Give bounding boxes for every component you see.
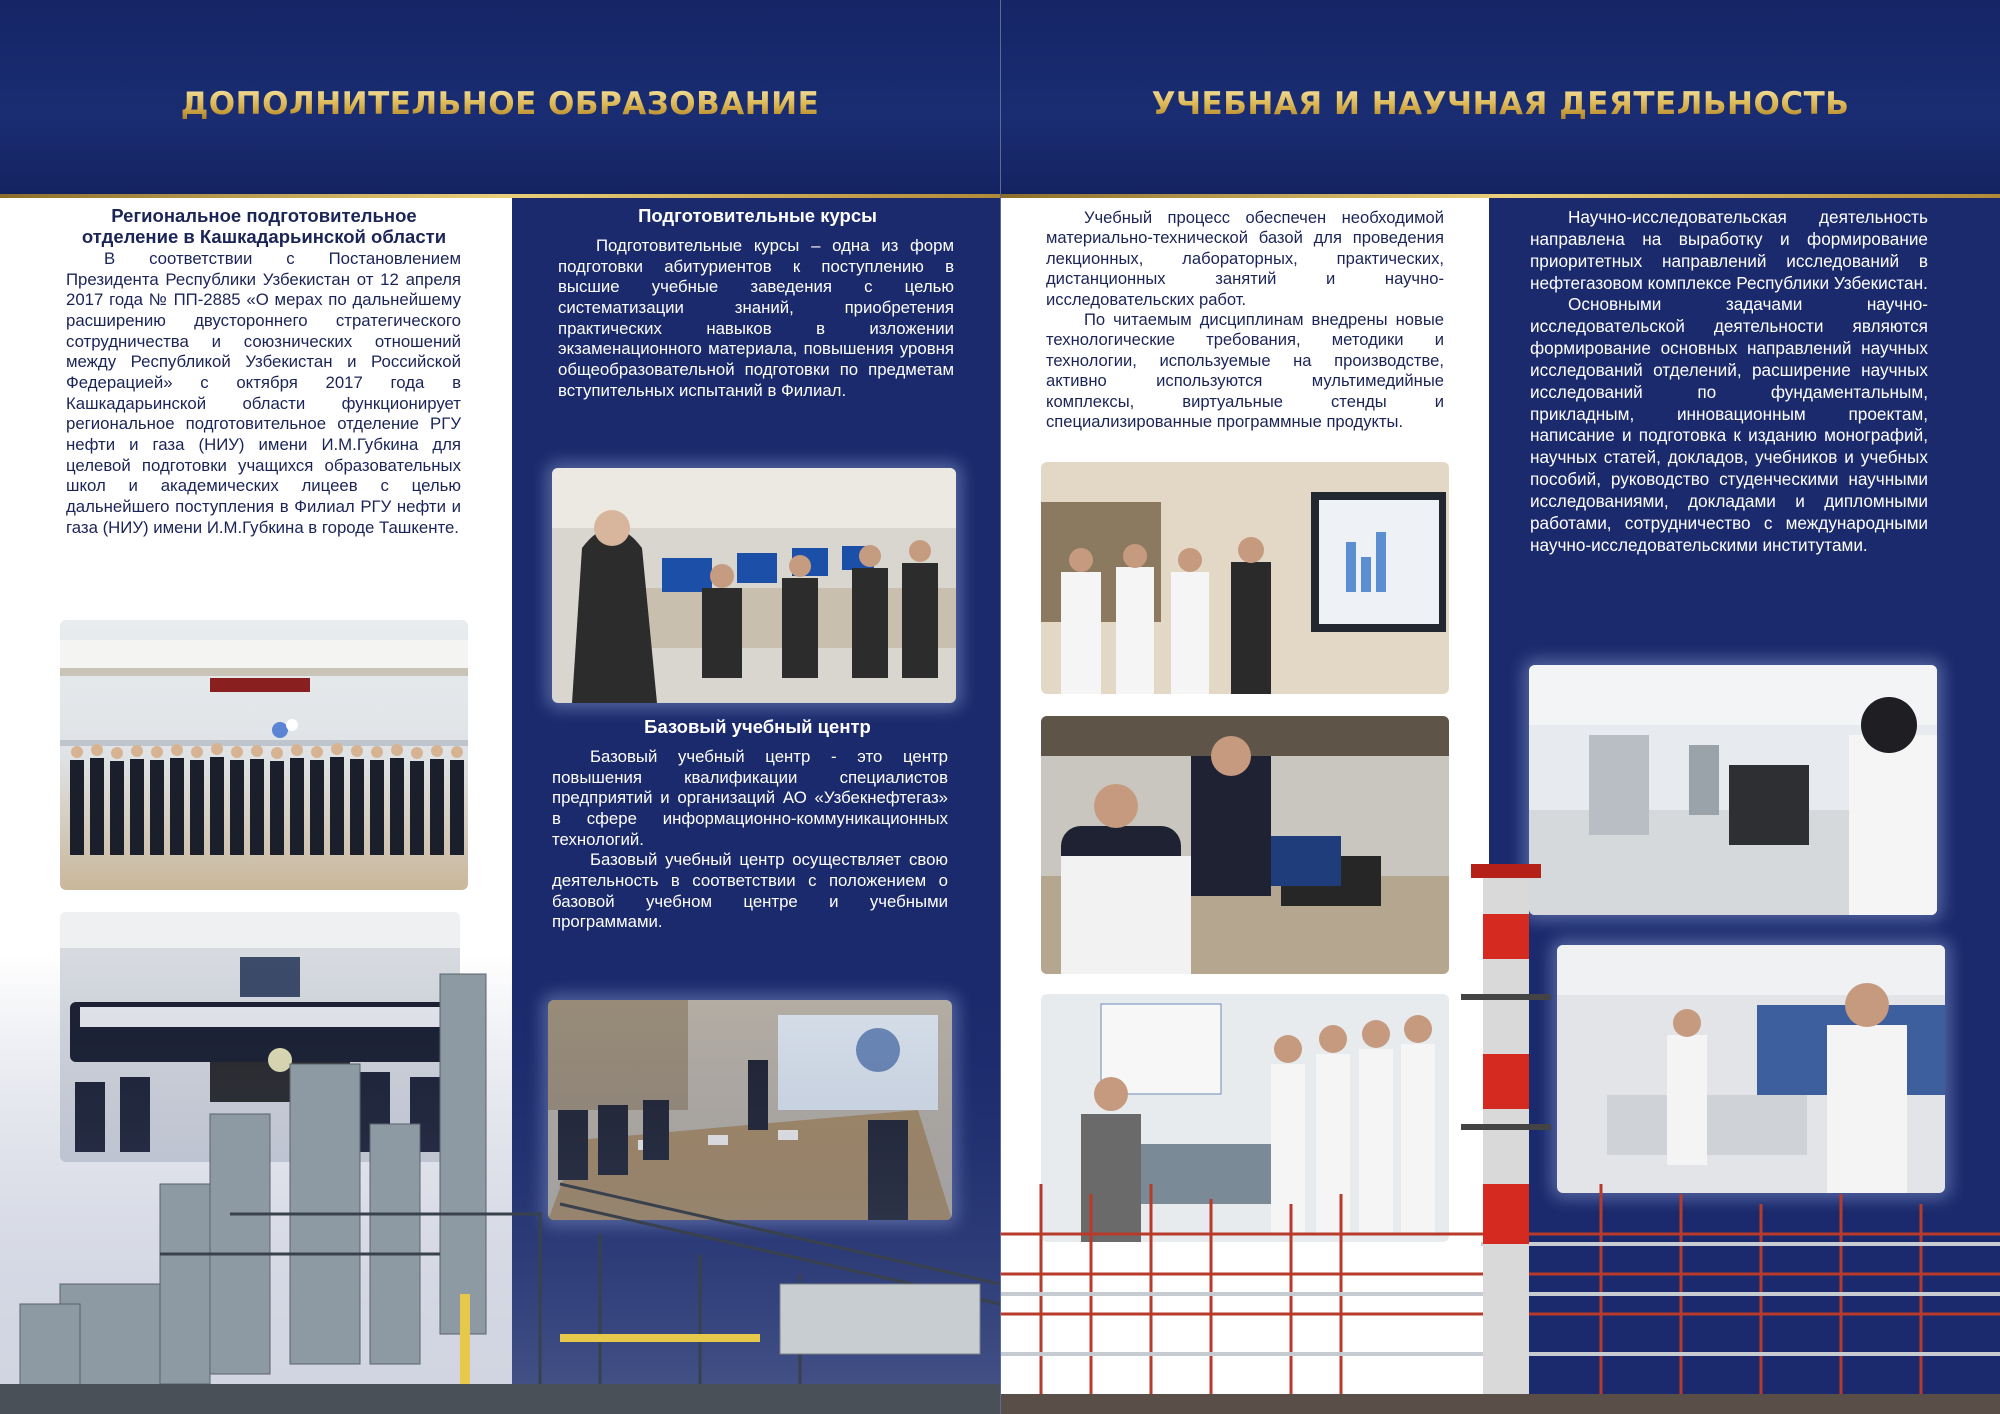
research-body-p2: Основными задачами научно-исследовательской деятельности являются формирование основных направлений научных исследований отделений, расширение научных исследований по фундаментальным, прикладным, инновационным проектам, написание и подготовка к изданию монографий, научных статей, докладов, учебников и учебных пособий, руководство студенческими научными исследованиями, докладами и дипломными работами, сотрудничество с международными научно-исследовательскими институтами.: [1530, 294, 1928, 555]
research-body-p1: Научно-исследовательская деятельность направлена на выработку и формирование приоритетных направлений исследований в нефтегазовом комплексе Республики Узбекистан.: [1530, 207, 1928, 293]
photo-presentation: [1041, 462, 1449, 694]
courses-section-title: Подготовительные курсы: [638, 205, 877, 226]
courses-body: [558, 236, 954, 401]
regional-title-line2: отделение в Кашкадарьинской области: [81, 226, 447, 248]
regional-body: [66, 249, 461, 538]
refinery-illustration-right: [1001, 854, 2000, 1414]
regional-section-title: [40, 205, 488, 248]
education-body-p2: По читаемым дисциплинам внедрены новые технологические требования, методики и технологии, используемые на производстве, активно используются мультимедийные комплексы, виртуальные стенды и специализированные программные продукты.: [1046, 310, 1444, 432]
regional-body-text: В соответствии с Постановлением Президента Республики Узбекистан от 12 апреля 2017 года № ПП-2885 «О мерах по дальнейшему расширению двустороннего стратегического сотрудничества и союзнических отношений между Республикой Узбекистан и Российской Федерацией» с октября 2017 года в Кашкадарьинской области функционирует региональное подготовительное отделение РГУ нефти и газа (НИУ) имени И.М.Губкина для целевой подготовки учащихся образовательных школ и академических лицеев с целью дальнейшего поступления в Филиал РГУ нефти и газа (НИУ) имени И.М.Губкина в городе Ташкенте.: [66, 249, 461, 537]
base-center-title: Базовый учебный центр: [644, 716, 871, 737]
education-body-p1: Учебный процесс обеспечен необходимой материально-технической базой для проведения лекционных, лабораторных, практических, дистанционных занятий и научно-исследовательских работ.: [1046, 208, 1444, 309]
photo-group-hall: [60, 620, 468, 890]
regional-title-line1: Региональное подготовительное: [111, 205, 417, 226]
education-body: [1046, 208, 1444, 432]
courses-body-text: Подготовительные курсы – одна из форм подготовки абитуриентов к поступлению в высшие учебные заведения с целью систематизации знаний, приобретения практических навыков в изложении экзаменационного материала, повышения уровня общеобразовательной подготовки по предметам вступительных испытаний в Филиал.: [558, 236, 954, 400]
base-center-body-p1: Базовый учебный центр - это центр повышения квалификации специалистов предприятий и организаций АО «Узбекнефтегаз» в сфере информационно-коммуникационных технологий.: [552, 747, 948, 849]
right-page: [1001, 0, 2000, 1414]
base-center-body: [552, 747, 948, 933]
right-page-title: УЧЕБНАЯ И НАУЧНАЯ ДЕЯТЕЛЬНОСТЬ: [1001, 86, 2000, 122]
refinery-illustration-left: [0, 954, 1000, 1414]
left-page-title: ДОПОЛНИТЕЛЬНОЕ ОБРАЗОВАНИЕ: [0, 86, 1000, 122]
photo-computer-class: [552, 468, 956, 703]
base-center-body-p2: Базовый учебный центр осуществляет свою деятельность в соответствии с положением о базовой учебном центре и учебными программами.: [552, 850, 948, 932]
research-body: [1530, 207, 1928, 557]
